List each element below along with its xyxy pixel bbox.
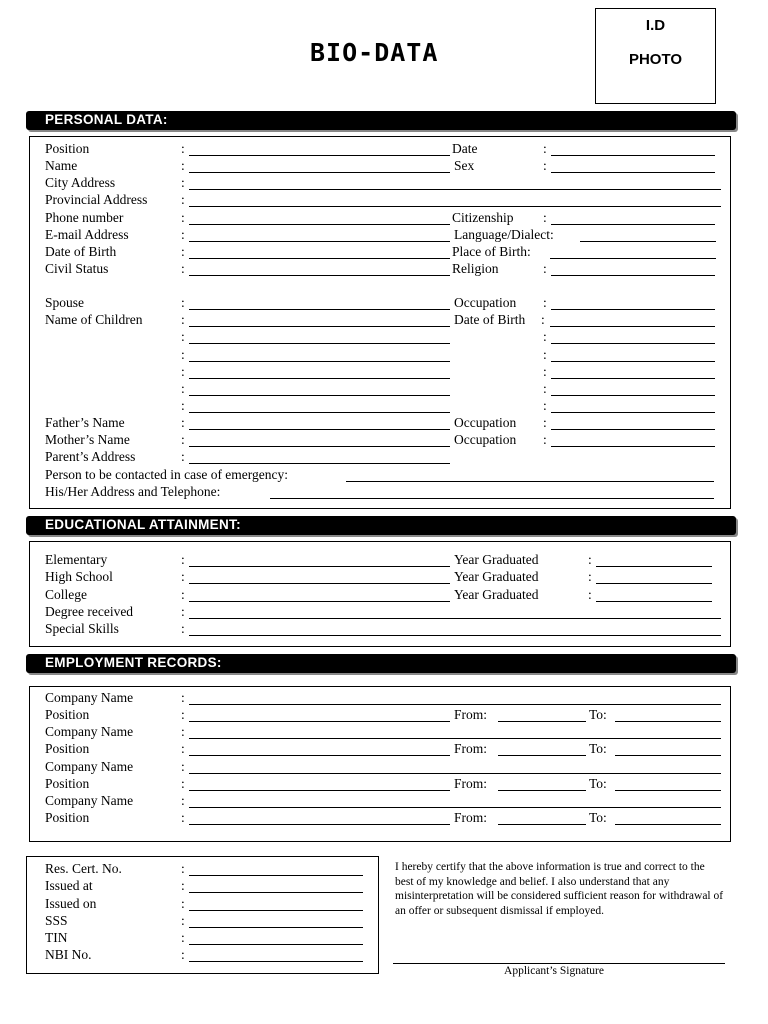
elementary-input-line[interactable] <box>189 566 450 567</box>
field-label: His/Her Address and Telephone: <box>45 484 221 499</box>
colon: : <box>181 759 185 774</box>
emergency-contact-input-line[interactable] <box>346 481 714 482</box>
children-4-input-line[interactable] <box>189 378 450 379</box>
high-school-input-line-1[interactable] <box>596 583 712 584</box>
field-label: To: <box>589 741 607 756</box>
field-label: Citizenship <box>452 210 514 225</box>
emp-position-2-input-line[interactable] <box>189 755 450 756</box>
form-row-emp-position-4 <box>0 810 768 827</box>
photo-label-photo: PHOTO <box>628 51 683 68</box>
college-input-line-1[interactable] <box>596 601 712 602</box>
field-label: Date <box>452 141 478 156</box>
form-row-company-4 <box>0 793 768 810</box>
form-row-civil-status <box>0 261 768 278</box>
colon: : <box>543 398 547 413</box>
form-row-parents-address <box>0 449 768 466</box>
colon: : <box>181 569 185 584</box>
issued-on-input-line[interactable] <box>189 910 363 911</box>
field-label: Company Name <box>45 724 134 739</box>
colon: : <box>181 724 185 739</box>
colon: : <box>181 295 185 310</box>
form-row-company-2 <box>0 724 768 741</box>
field-label: Name of Children <box>45 312 143 327</box>
form-row-children-4 <box>0 364 768 381</box>
colon: : <box>543 158 547 173</box>
emp-position-3-input-line-1[interactable] <box>498 790 586 791</box>
field-label: Occupation <box>454 295 517 310</box>
field-label: Name <box>45 158 78 173</box>
form-row-college <box>0 587 768 604</box>
field-label: Company Name <box>45 793 134 808</box>
children-1-input-line[interactable] <box>189 326 450 327</box>
colon: : <box>543 381 547 396</box>
children-5-input-line[interactable] <box>189 395 450 396</box>
section-title-personal: PERSONAL DATA: <box>45 112 168 127</box>
colon: : <box>181 141 185 156</box>
field-label: Special Skills <box>45 621 119 636</box>
section-title-employment: EMPLOYMENT RECORDS: <box>45 655 222 670</box>
field-label: Civil Status <box>45 261 109 276</box>
field-label: TIN <box>45 930 68 945</box>
form-row-father <box>0 415 768 432</box>
dob-input-line-1[interactable] <box>550 258 716 259</box>
field-label: Elementary <box>45 552 108 567</box>
colon: : <box>543 329 547 344</box>
form-row-emp-position-1 <box>0 707 768 724</box>
form-row-emergency-address <box>0 484 768 501</box>
spouse-input-line-1[interactable] <box>551 309 715 310</box>
colon: : <box>181 347 185 362</box>
field-label: To: <box>589 707 607 722</box>
parents-address-input-line[interactable] <box>189 463 450 464</box>
form-row-degree <box>0 604 768 621</box>
emp-position-4-input-line-2[interactable] <box>615 824 721 825</box>
colon: : <box>181 312 185 327</box>
section-bar-education <box>26 516 736 535</box>
children-2-input-line-1[interactable] <box>551 343 715 344</box>
field-label: College <box>45 587 87 602</box>
field-label: Year Graduated <box>454 552 539 567</box>
father-input-line-1[interactable] <box>551 429 715 430</box>
phone-input-line[interactable] <box>189 224 450 225</box>
company-2-input-line[interactable] <box>189 738 721 739</box>
form-row-children-1 <box>0 312 768 329</box>
colon: : <box>181 621 185 636</box>
emp-position-1-input-line-2[interactable] <box>615 721 721 722</box>
form-row-tin <box>0 930 768 947</box>
colon: : <box>181 878 185 893</box>
colon: : <box>181 158 185 173</box>
colon: : <box>181 793 185 808</box>
company-3-input-line[interactable] <box>189 773 721 774</box>
colon: : <box>181 415 185 430</box>
spouse-input-line[interactable] <box>189 309 450 310</box>
form-row-company-3 <box>0 759 768 776</box>
emp-position-2-input-line-1[interactable] <box>498 755 586 756</box>
section-bar-personal <box>26 111 736 130</box>
provincial-address-input-line[interactable] <box>189 206 721 207</box>
field-label: Occupation <box>454 432 517 447</box>
degree-input-line[interactable] <box>189 618 721 619</box>
colon: : <box>181 947 185 962</box>
emp-position-4-input-line-1[interactable] <box>498 824 586 825</box>
form-row-provincial-address <box>0 192 768 209</box>
field-label: Company Name <box>45 690 134 705</box>
field-label: Position <box>45 776 90 791</box>
form-row-dob <box>0 244 768 261</box>
colon: : <box>181 930 185 945</box>
elementary-input-line-1[interactable] <box>596 566 712 567</box>
colon: : <box>181 432 185 447</box>
field-label: Sex <box>454 158 475 173</box>
colon: : <box>543 364 547 379</box>
children-6-input-line[interactable] <box>189 412 450 413</box>
field-label: From: <box>454 776 488 791</box>
emp-position-4-input-line[interactable] <box>189 824 450 825</box>
form-row-children-5 <box>0 381 768 398</box>
emp-position-3-input-line-2[interactable] <box>615 790 721 791</box>
form-row-children-6 <box>0 398 768 415</box>
children-3-input-line[interactable] <box>189 361 450 362</box>
children-5-input-line-1[interactable] <box>551 395 715 396</box>
colon: : <box>181 261 185 276</box>
colon: : <box>181 449 185 464</box>
form-row-company-1 <box>0 690 768 707</box>
nbi-input-line[interactable] <box>189 961 363 962</box>
children-2-input-line[interactable] <box>189 343 450 344</box>
college-input-line[interactable] <box>189 601 450 602</box>
field-label: To: <box>589 776 607 791</box>
emp-position-3-input-line[interactable] <box>189 790 450 791</box>
field-label: Parent’s Address <box>45 449 136 464</box>
colon: : <box>181 776 185 791</box>
colon: : <box>181 227 185 242</box>
colon: : <box>181 690 185 705</box>
email-input-line-1[interactable] <box>580 241 716 242</box>
field-label: Position <box>45 810 90 825</box>
res-cert-input-line[interactable] <box>189 875 363 876</box>
field-label: Spouse <box>45 295 85 310</box>
colon: : <box>541 312 545 327</box>
field-label: Provincial Address <box>45 192 148 207</box>
field-label: Year Graduated <box>454 569 539 584</box>
children-6-input-line-1[interactable] <box>551 412 715 413</box>
colon: : <box>181 896 185 911</box>
field-label: SSS <box>45 913 68 928</box>
field-label: Mother’s Name <box>45 432 130 447</box>
company-4-input-line[interactable] <box>189 807 721 808</box>
field-label: E-mail Address <box>45 227 129 242</box>
colon: : <box>181 398 185 413</box>
field-label: Company Name <box>45 759 134 774</box>
field-label: From: <box>454 707 488 722</box>
high-school-input-line[interactable] <box>189 583 450 584</box>
field-label: Date of Birth <box>45 244 117 259</box>
field-label: Position <box>45 741 90 756</box>
form-row-spouse <box>0 295 768 312</box>
form-row-skills <box>0 621 768 638</box>
city-address-input-line[interactable] <box>189 189 721 190</box>
company-1-input-line[interactable] <box>189 704 721 705</box>
field-label: Position <box>45 141 90 156</box>
form-row-name <box>0 158 768 175</box>
position-input-line-1[interactable] <box>551 155 715 156</box>
form-row-high-school <box>0 569 768 586</box>
field-label: Res. Cert. No. <box>45 861 122 876</box>
issued-at-input-line[interactable] <box>189 892 363 893</box>
form-row-emp-position-2 <box>0 741 768 758</box>
form-row-children-3 <box>0 347 768 364</box>
field-label: City Address <box>45 175 116 190</box>
section-title-education: EDUCATIONAL ATTAINMENT: <box>45 517 241 532</box>
skills-input-line[interactable] <box>189 635 721 636</box>
field-label: Date of Birth <box>454 312 526 327</box>
field-label: Phone number <box>45 210 124 225</box>
emp-position-1-input-line[interactable] <box>189 721 450 722</box>
field-label: Place of Birth: <box>452 244 531 259</box>
field-label: From: <box>454 741 488 756</box>
form-row-position <box>0 141 768 158</box>
colon: : <box>588 587 592 602</box>
colon: : <box>543 415 547 430</box>
colon: : <box>181 210 185 225</box>
emergency-address-input-line[interactable] <box>270 498 714 499</box>
signature-label: Applicant’s Signature <box>504 965 604 977</box>
field-label: NBI No. <box>45 947 92 962</box>
sss-input-line[interactable] <box>189 927 363 928</box>
field-label: Occupation <box>454 415 517 430</box>
colon: : <box>181 175 185 190</box>
children-1-input-line-1[interactable] <box>550 326 715 327</box>
children-4-input-line-1[interactable] <box>551 378 715 379</box>
father-input-line[interactable] <box>189 429 450 430</box>
colon: : <box>181 244 185 259</box>
form-row-elementary <box>0 552 768 569</box>
id-photo-box <box>595 8 716 104</box>
field-label: Religion <box>452 261 499 276</box>
colon: : <box>181 587 185 602</box>
field-label: Degree received <box>45 604 134 619</box>
colon: : <box>181 381 185 396</box>
page-title: BIO-DATA <box>310 38 439 67</box>
form-row-mother <box>0 432 768 449</box>
colon: : <box>181 604 185 619</box>
field-label: Issued at <box>45 878 93 893</box>
colon: : <box>181 329 185 344</box>
colon: : <box>181 741 185 756</box>
field-label: Position <box>45 707 90 722</box>
name-input-line-1[interactable] <box>551 172 715 173</box>
form-row-phone <box>0 210 768 227</box>
photo-label-id: I.D <box>645 17 666 34</box>
field-label: Issued on <box>45 896 97 911</box>
certification-statement: I hereby certify that the above information is true and correct to the best of my knowledge and belief. I also understand that any misinterpretation will be considered sufficient reason for withdrawal of an offer or subsequent dismissal if employed. <box>395 861 724 917</box>
phone-input-line-1[interactable] <box>551 224 715 225</box>
form-row-email <box>0 227 768 244</box>
form-row-city-address <box>0 175 768 192</box>
colon: : <box>543 141 547 156</box>
colon: : <box>588 569 592 584</box>
emp-position-1-input-line-1[interactable] <box>498 721 586 722</box>
colon: : <box>181 707 185 722</box>
colon: : <box>181 810 185 825</box>
colon: : <box>181 192 185 207</box>
email-input-line[interactable] <box>189 241 450 242</box>
field-label: From: <box>454 810 488 825</box>
name-input-line[interactable] <box>189 172 450 173</box>
colon: : <box>543 261 547 276</box>
signature-line[interactable] <box>393 963 725 964</box>
colon: : <box>543 347 547 362</box>
mother-input-line[interactable] <box>189 446 450 447</box>
field-label: Person to be contacted in case of emergency: <box>45 467 289 482</box>
field-label: Language/Dialect: <box>454 227 554 242</box>
field-label: Year Graduated <box>454 587 539 602</box>
form-row-children-2 <box>0 329 768 346</box>
section-bar-employment <box>26 654 736 673</box>
field-label: High School <box>45 569 113 584</box>
field-label: Father’s Name <box>45 415 125 430</box>
form-row-emp-position-3 <box>0 776 768 793</box>
colon: : <box>543 432 547 447</box>
form-row-emergency-contact <box>0 467 768 484</box>
tin-input-line[interactable] <box>189 944 363 945</box>
colon: : <box>181 913 185 928</box>
emp-position-2-input-line-2[interactable] <box>615 755 721 756</box>
colon: : <box>588 552 592 567</box>
field-label: To: <box>589 810 607 825</box>
civil-status-input-line-1[interactable] <box>551 275 715 276</box>
form-row-nbi <box>0 947 768 964</box>
colon: : <box>543 295 547 310</box>
dob-input-line[interactable] <box>189 258 450 259</box>
children-3-input-line-1[interactable] <box>551 361 715 362</box>
civil-status-input-line[interactable] <box>189 275 450 276</box>
mother-input-line-1[interactable] <box>551 446 715 447</box>
colon: : <box>181 861 185 876</box>
colon: : <box>181 552 185 567</box>
colon: : <box>181 364 185 379</box>
colon: : <box>543 210 547 225</box>
position-input-line[interactable] <box>189 155 450 156</box>
